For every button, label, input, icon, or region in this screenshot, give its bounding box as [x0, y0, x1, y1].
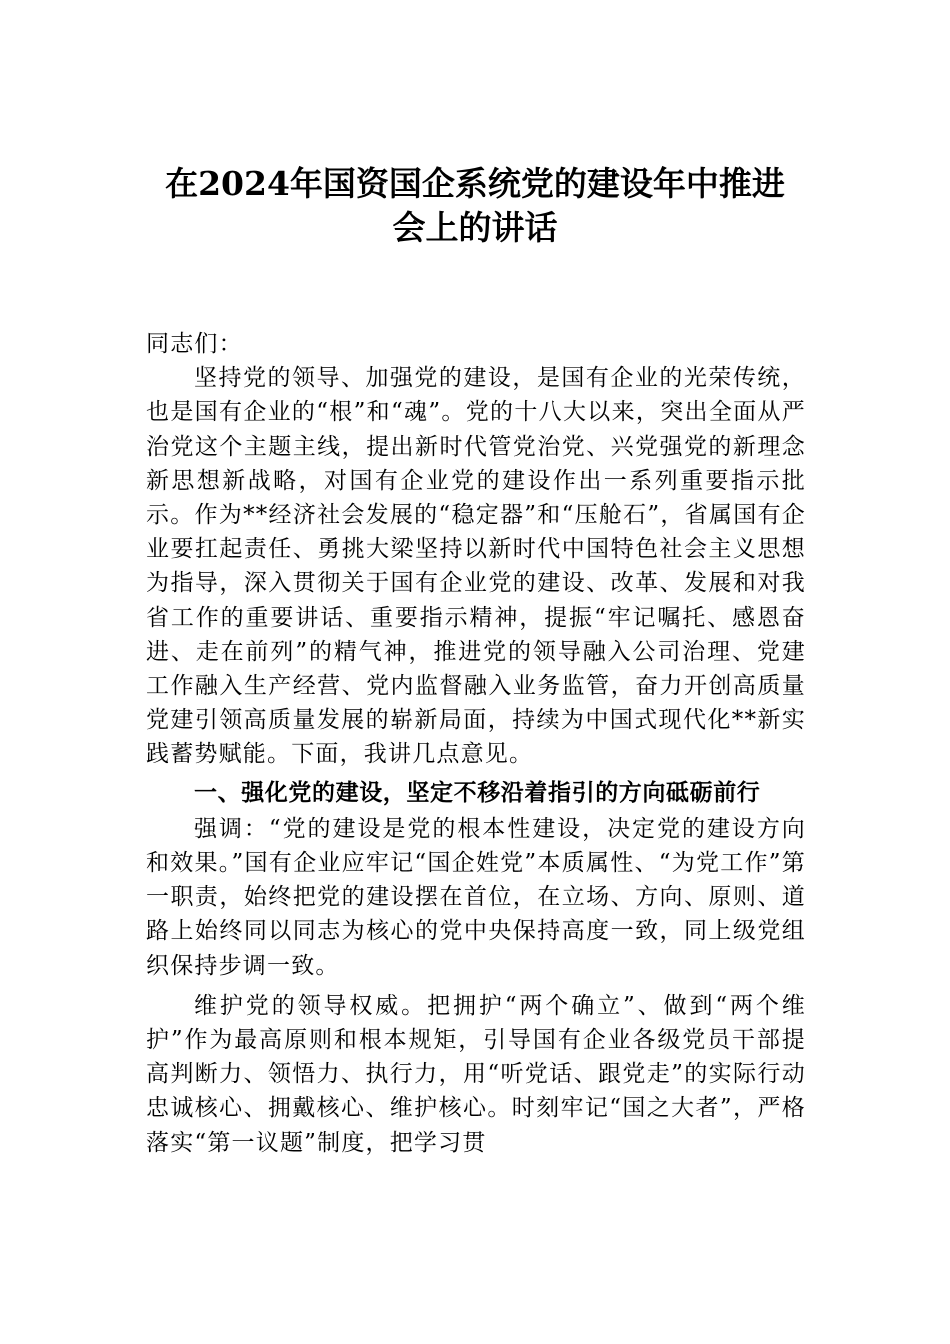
document-title-line-1: 在2024年国资国企系统党的建设年中推进: [165, 164, 785, 203]
paragraph-intro: 坚持党的领导、加强党的建设，是国有企业的光荣传统，也是国有企业的“根”和“魂”。党的十八大以来，突出全面从严治党这个主题主线，提出新时代管党治党、兴党强党的新理念新思想新战略，对国有企业党的建设作出一系列重要指示批示。作为**经济社会发展的“稳定器”和“压舱石”，省属国有企业要扛起责任、勇挑大梁坚持以新时代中国特色社会主义思想为指导，深入贯彻关于国有企业党的建设、改革、发展和对我省工作的重要讲话、重要指示精神，提振“牢记嘱托、感恩奋进、走在前列”的精气神，推进党的领导融入公司治理、党建工作融入生产经营、党内监督融入业务监管，奋力开创高质量党建引领高质量发展的崭新局面，持续为中国式现代化**新实践蓄势赋能。下面，我讲几点意见。: [146, 365, 806, 768]
document-title-line-2: 会上的讲话: [392, 208, 558, 247]
document-body: [146, 327, 806, 1160]
salutation: 同志们：: [146, 331, 243, 357]
paragraph-emphasis: 强调：“党的建设是党的根本性建设，决定党的建设方向和效果。”国有企业应牢记“国企姓党”本质属性、“为党工作”第一职责，始终把党的建设摆在首位，在立场、方向、原则、道路上始终同以同志为核心的党中央保持高度一致，同上级党组织保持步调一致。: [146, 815, 806, 979]
paragraph-leadership: 维护党的领导权威。把拥护“两个确立”、做到“两个维护”作为最高原则和根本规矩，引导国有企业各级党员干部提高判断力、领悟力、执行力，用“听党话、跟党走”的实际行动忠诚核心、拥戴核心、维护核心。时刻牢记“国之大者”，严格落实“第一议题”制度，把学习贯: [146, 992, 806, 1156]
section-heading: 一、强化党的建设，坚定不移沿着指引的方向砥砺前行: [194, 779, 761, 806]
